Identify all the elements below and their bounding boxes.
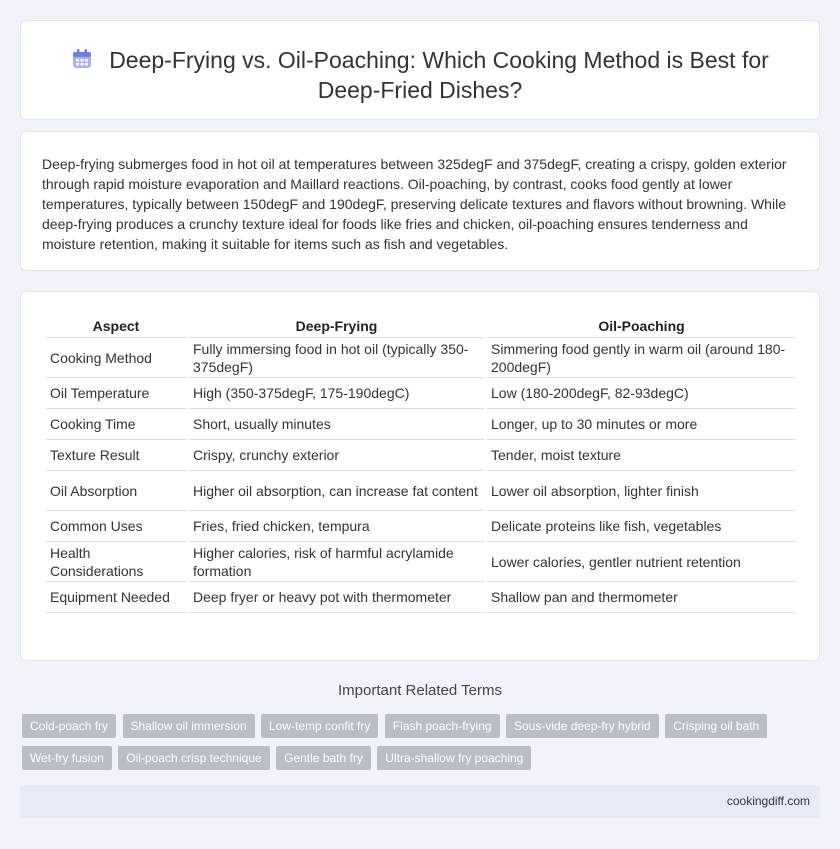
table-cell: Cooking Method	[46, 338, 186, 378]
related-term-tag[interactable]: Oil-poach crisp technique	[118, 746, 269, 770]
table-row	[46, 338, 796, 378]
table-row	[46, 440, 796, 471]
table-cell: Cooking Time	[46, 409, 186, 440]
table-header-row	[46, 315, 796, 338]
comparison-table	[43, 315, 799, 613]
table-cell: Shallow pan and thermometer	[487, 582, 796, 613]
table-row	[46, 409, 796, 440]
table-cell: Oil Absorption	[46, 471, 186, 511]
table-cell: Health Considerations	[46, 542, 186, 582]
table-cell: Tender, moist texture	[487, 440, 796, 471]
table-cell: Low (180-200degF, 82-93degC)	[487, 378, 796, 409]
table-row	[46, 542, 796, 582]
table-row	[46, 511, 796, 542]
related-term-tag[interactable]: Wet-fry fusion	[22, 746, 112, 770]
table-cell: Fully immersing food in hot oil (typically 350-375degF)	[189, 338, 484, 378]
intro-paragraph: Deep-frying submerges food in hot oil at temperatures between 325degF and 375degF, creating a crispy, golden exterior through rapid moisture evaporation and Maillard reactions. Oil-poaching, by contrast, cooks food gently at lower temperatures, typically between 150degF and 190degF, preserving delicate textures and flavors without browning. While deep-frying produces a crunchy texture ideal for foods like fries and chicken, oil-poaching ensures tenderness and moisture retention, making it suitable for items such as fish and vegetables.	[42, 156, 787, 252]
page-title: Deep-Frying vs. Oil-Poaching: Which Cooking Method is Best for Deep-Fried Dishes?	[109, 47, 769, 103]
table-cell: Crispy, crunchy exterior	[189, 440, 484, 471]
related-terms-list	[22, 714, 802, 778]
table-cell: Simmering food gently in warm oil (around 180-200degF)	[487, 338, 796, 378]
header-deep-frying: Deep-Frying	[189, 315, 484, 338]
footer-site-link[interactable]: cookingdiff.com	[726, 794, 810, 808]
table-cell: Lower oil absorption, lighter finish	[487, 471, 796, 511]
table-row	[46, 378, 796, 409]
calendar-icon	[71, 47, 93, 69]
table-cell: Common Uses	[46, 511, 186, 542]
intro-card	[20, 131, 820, 271]
footer	[20, 785, 820, 818]
comparison-card	[20, 291, 820, 661]
related-terms-title: Important Related Terms	[338, 682, 502, 699]
table-cell: Higher oil absorption, can increase fat content	[189, 471, 484, 511]
header-oil-poaching: Oil-Poaching	[487, 315, 796, 338]
related-term-tag[interactable]: Gentle bath fry	[276, 746, 371, 770]
related-term-tag[interactable]: Shallow oil immersion	[123, 714, 255, 738]
related-term-tag[interactable]: Cold-poach fry	[22, 714, 116, 738]
table-cell: High (350-375degF, 175-190degC)	[189, 378, 484, 409]
title-card	[20, 20, 820, 120]
table-cell: Oil Temperature	[46, 378, 186, 409]
table-cell: Fries, fried chicken, tempura	[189, 511, 484, 542]
table-row	[46, 471, 796, 511]
related-term-tag[interactable]: Sous-vide deep-fry hybrid	[506, 714, 659, 738]
table-cell: Equipment Needed	[46, 582, 186, 613]
table-cell: Short, usually minutes	[189, 409, 484, 440]
header-aspect: Aspect	[46, 315, 186, 338]
table-row	[46, 582, 796, 613]
table-cell: Texture Result	[46, 440, 186, 471]
related-term-tag[interactable]: Flash poach-frying	[385, 714, 500, 738]
page-title-wrap	[21, 45, 819, 105]
table-cell: Lower calories, gentler nutrient retention	[487, 542, 796, 582]
table-cell: Higher calories, risk of harmful acrylamide formation	[189, 542, 484, 582]
related-term-tag[interactable]: Ultra-shallow fry poaching	[377, 746, 531, 770]
table-cell: Delicate proteins like fish, vegetables	[487, 511, 796, 542]
table-cell: Deep fryer or heavy pot with thermometer	[189, 582, 484, 613]
related-term-tag[interactable]: Low-temp confit fry	[261, 714, 378, 738]
table-cell: Longer, up to 30 minutes or more	[487, 409, 796, 440]
related-term-tag[interactable]: Crisping oil bath	[665, 714, 767, 738]
